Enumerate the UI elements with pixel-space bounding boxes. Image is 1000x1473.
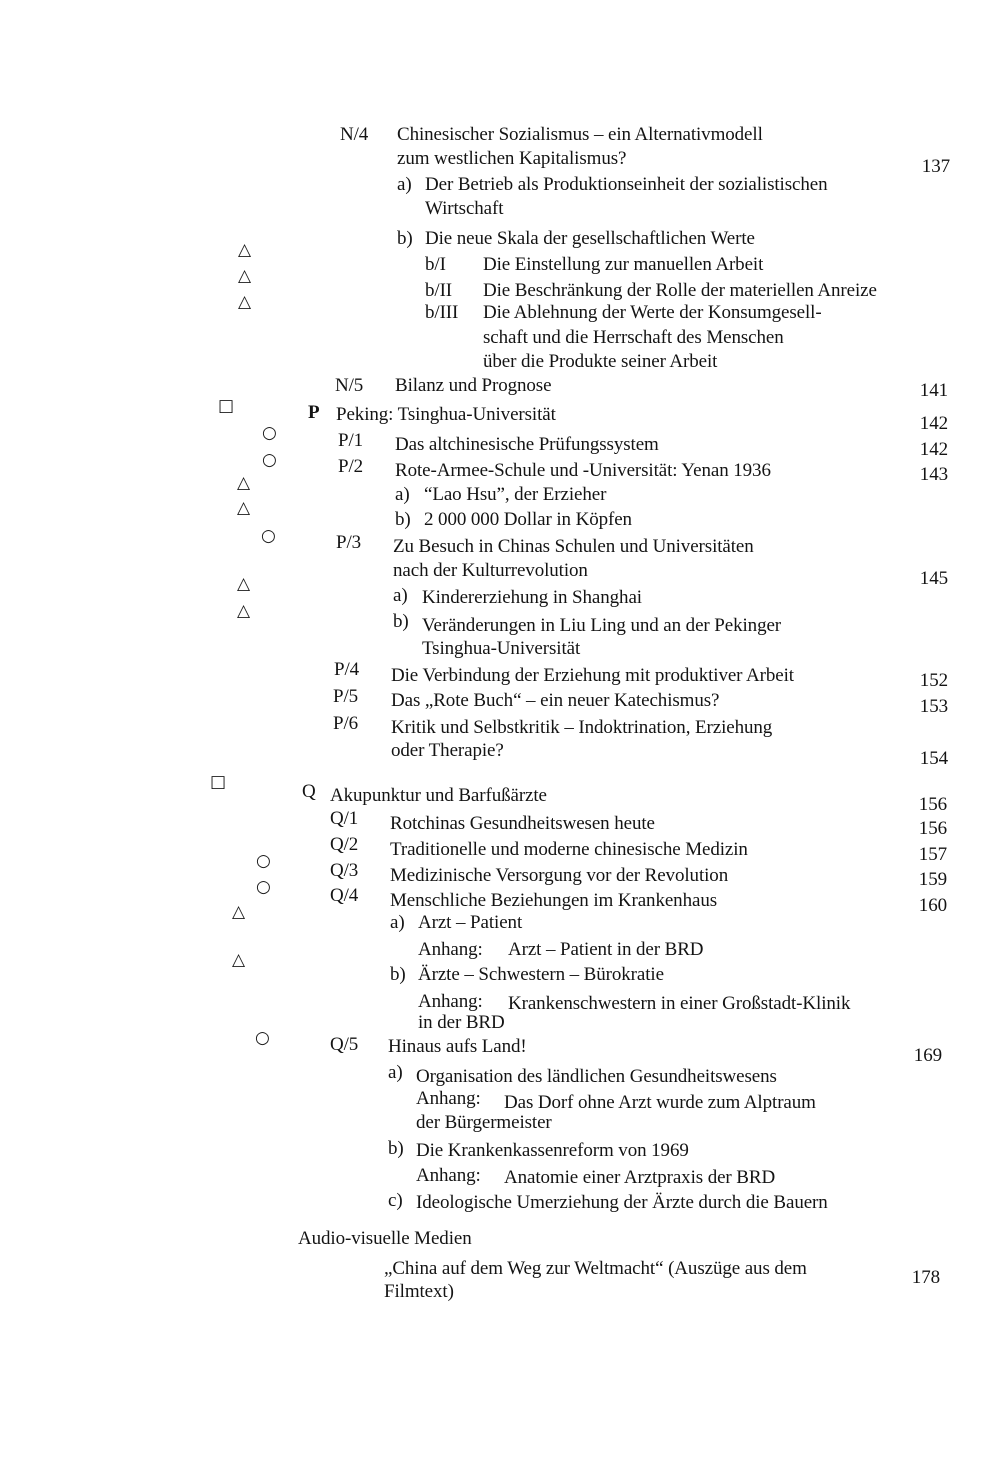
page-number: 142: [919, 439, 948, 460]
entry-title: Chinesischer Sozialismus – ein Alternativmodell: [397, 124, 763, 145]
entry-title: oder Therapie?: [391, 740, 504, 761]
entry-code: P/5: [333, 686, 359, 707]
entry-title: Hinaus aufs Land!: [388, 1036, 527, 1057]
entry-title: Bilanz und Prognose: [395, 375, 552, 396]
entry-code: Q/5: [330, 1034, 359, 1055]
entry-title: Die Verbindung der Erziehung mit produktiver Arbeit: [391, 665, 794, 686]
page-number: 159: [918, 869, 947, 890]
triangle-icon: △: [238, 266, 252, 286]
entry-title: Die neue Skala der gesellschaftlichen Werte: [425, 228, 755, 249]
circle-icon: ○: [256, 877, 271, 897]
entry-title: Ärzte – Schwestern – Bürokratie: [418, 964, 664, 985]
page-number: 169: [913, 1045, 942, 1066]
entry-title: 2 000 000 Dollar in Köpfen: [424, 509, 632, 530]
triangle-icon: △: [232, 902, 246, 922]
page-number: 141: [919, 380, 948, 401]
entry-title: Tsinghua-Universität: [422, 638, 581, 659]
section-title: Audio-visuelle Medien: [298, 1228, 472, 1249]
entry-title: Anatomie einer Arztpraxis der BRD: [504, 1167, 776, 1188]
entry-code: a): [395, 484, 410, 505]
entry-title: in der BRD: [418, 1012, 505, 1033]
entry-title: „China auf dem Weg zur Weltmacht“ (Auszüge aus dem: [384, 1258, 807, 1279]
entry-code: c): [388, 1190, 403, 1211]
entry-code: b/III: [425, 302, 459, 323]
entry-title: Wirtschaft: [425, 198, 504, 219]
page-number: 156: [918, 794, 947, 815]
entry-title: Rotchinas Gesundheitswesen heute: [390, 813, 655, 834]
section-code: Q: [302, 781, 316, 802]
entry-code: Anhang:: [416, 1165, 481, 1186]
entry-title: “Lao Hsu”, der Erzieher: [424, 484, 607, 505]
entry-title: Die Einstellung zur manuellen Arbeit: [483, 254, 764, 275]
entry-title: Das Dorf ohne Arzt wurde zum Alptraum: [504, 1092, 816, 1113]
entry-code: Anhang:: [418, 939, 483, 960]
entry-title: Medizinische Versorgung vor der Revolution: [390, 865, 729, 886]
entry-title: Organisation des ländlichen Gesundheitswesens: [416, 1066, 777, 1087]
circle-icon: ○: [262, 423, 277, 443]
entry-title: Die Beschränkung der Rolle der materiellen Anreize: [483, 280, 877, 301]
entry-title: schaft und die Herrschaft des Menschen: [483, 327, 784, 348]
entry-code: b): [397, 228, 413, 249]
circle-icon: ○: [256, 851, 271, 871]
page-number: 153: [919, 696, 948, 717]
triangle-icon: △: [232, 950, 246, 970]
triangle-icon: △: [237, 574, 251, 594]
square-icon: □: [218, 396, 235, 416]
entry-title: Die Ablehnung der Werte der Konsumgesell-: [483, 302, 822, 323]
entry-title: Veränderungen in Liu Ling und an der Pekinger: [422, 615, 782, 636]
entry-title: Kritik und Selbstkritik – Indoktrination, Erziehung: [391, 717, 773, 738]
triangle-icon: △: [237, 473, 251, 493]
entry-code: b/I: [425, 254, 446, 275]
entry-code: a): [393, 585, 408, 606]
entry-code: Q/3: [330, 860, 359, 881]
entry-title: zum westlichen Kapitalismus?: [397, 148, 627, 169]
entry-title: Arzt – Patient in der BRD: [508, 939, 704, 960]
page-number: 145: [919, 568, 948, 589]
entry-code: P/3: [336, 532, 362, 553]
triangle-icon: △: [237, 601, 251, 621]
section-code: P: [308, 402, 320, 423]
circle-icon: ○: [261, 526, 276, 546]
entry-code: N/4: [340, 124, 369, 145]
entry-code: P/6: [333, 713, 359, 734]
entry-code: Q/4: [330, 885, 359, 906]
square-icon: □: [210, 772, 227, 792]
circle-icon: ○: [255, 1028, 270, 1048]
entry-code: P/4: [334, 659, 360, 680]
entry-code: Anhang:: [418, 991, 483, 1012]
entry-code: P/1: [338, 430, 364, 451]
entry-title: Traditionelle und moderne chinesische Medizin: [390, 839, 748, 860]
entry-code: b): [393, 611, 409, 632]
entry-title: nach der Kulturrevolution: [393, 560, 588, 581]
entry-title: Kindererziehung in Shanghai: [422, 587, 642, 608]
triangle-icon: △: [238, 292, 252, 312]
entry-title: Zu Besuch in Chinas Schulen und Universitäten: [393, 536, 754, 557]
entry-code: a): [390, 912, 405, 933]
page-number: 143: [919, 464, 948, 485]
entry-title: Rote-Armee-Schule und -Universität: Yenan 1936: [395, 460, 771, 481]
entry-title: Das „Rote Buch“ – ein neuer Katechismus?: [391, 690, 720, 711]
page-number: 157: [918, 844, 947, 865]
triangle-icon: △: [237, 498, 251, 518]
entry-code: a): [388, 1062, 403, 1083]
entry-code: b): [390, 964, 406, 985]
entry-title: Der Betrieb als Produktionseinheit der sozialistischen: [425, 174, 828, 195]
triangle-icon: △: [238, 240, 252, 260]
entry-title: Menschliche Beziehungen im Krankenhaus: [390, 890, 718, 911]
page-number: 154: [919, 748, 948, 769]
page-number: 178: [911, 1267, 940, 1288]
entry-code: Q/2: [330, 834, 359, 855]
entry-title: Das altchinesische Prüfungssystem: [395, 434, 659, 455]
entry-title: Filmtext): [384, 1281, 454, 1302]
entry-code: P/2: [338, 456, 364, 477]
entry-code: Anhang:: [416, 1088, 481, 1109]
entry-code: Q/1: [330, 808, 359, 829]
entry-title: über die Produkte seiner Arbeit: [483, 351, 718, 372]
page-number: 137: [921, 156, 950, 177]
entry-code: b/II: [425, 280, 453, 301]
entry-code: b): [395, 509, 411, 530]
entry-code: a): [397, 174, 412, 195]
entry-title: der Bürgermeister: [416, 1112, 552, 1133]
page-number: 152: [919, 670, 948, 691]
section-title: Akupunktur und Barfußärzte: [330, 785, 547, 806]
entry-title: Die Krankenkassenreform von 1969: [416, 1140, 689, 1161]
entry-code: N/5: [335, 375, 364, 396]
page-number: 156: [918, 818, 947, 839]
section-title: Peking: Tsinghua-Universität: [336, 404, 556, 425]
entry-title: Krankenschwestern in einer Großstadt-Klinik: [508, 993, 851, 1014]
circle-icon: ○: [262, 450, 277, 470]
page-number: 142: [919, 413, 948, 434]
entry-code: b): [388, 1138, 404, 1159]
entry-title: Arzt – Patient: [418, 912, 523, 933]
entry-title: Ideologische Umerziehung der Ärzte durch die Bauern: [416, 1192, 828, 1213]
page-number: 160: [918, 895, 947, 916]
